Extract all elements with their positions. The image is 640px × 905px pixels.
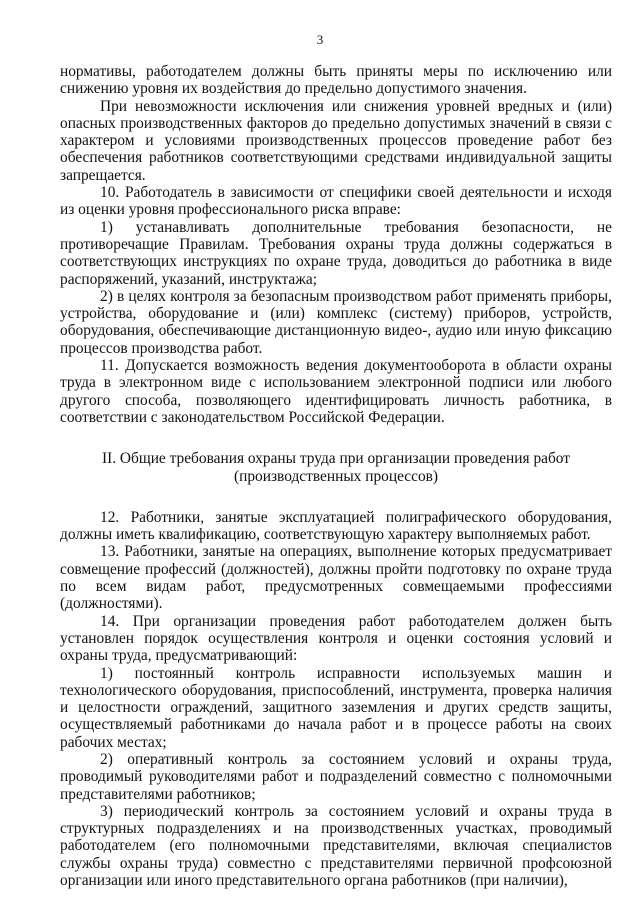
paragraph-14-item-1: 1) постоянный контроль исправности используемых машин и технологического оборудования, приспособлений, инструмента, проверка наличия и целостности ограждений, защитного заземления и других средств защиты, осуществляемый работниками до начала работ и в процессе работы на своих рабочих местах;	[60, 664, 612, 751]
document-body	[60, 63, 612, 889]
paragraph-12: 12. Работники, занятые эксплуатацией полиграфического оборудования, должны иметь квалификацию, соответствующую характеру выполняемых работ.	[60, 508, 612, 544]
paragraph-10: 10. Работодатель в зависимости от специфики своей деятельности и исходя из оценки уровня профессионального риска вправе:	[60, 184, 612, 219]
section-heading: II. Общие требования охраны труда при организации проведения работ (производственных процессов)	[101, 450, 571, 485]
paragraph-14-item-3: 3) периодический контроль за состоянием условий и охраны труда в структурных подразделениях и на производственных участках, проводимый работодателем (его полномочными представителями, включая специалистов службы охраны труда) совместно с представителями первичной профсоюзной организации или иного представительного органа работников (при наличии),	[60, 802, 612, 890]
paragraph-10-item-1: 1) устанавливать дополнительные требования безопасности, не противоречащие Правилам. Требования охраны труда должны содержаться в соответствующих инструкциях по охране труда, доводиться до работника в виде распоряжений, указаний, инструктажа;	[60, 218, 612, 288]
paragraph-continuation: нормативы, работодателем должны быть приняты меры по исключению или снижению уровня их воздействия до предельно допустимого значения.	[60, 63, 612, 98]
paragraph-14-item-2: 2) оперативный контроль за состоянием условий и охраны труда, проводимый руководителями работ и подразделений совместно с полномочными представителями работников;	[60, 750, 612, 803]
paragraph-11: 11. Допускается возможность ведения документооборота в области охраны труда в электронном виде с использованием электронной подписи или любого другого способа, позволяющего идентифицировать личность работника, в соответствии с законодательством Российской Федерации.	[60, 357, 612, 426]
paragraph-13: 13. Работники, занятые на операциях, выполнение которых предусматривает совмещение профессий (должностей), должны пройти подготовку по охране труда по всем видам работ, предусмотренных совмещаемыми профессиями (должностями).	[60, 543, 612, 613]
paragraph-ppe-requirement: При невозможности исключения или снижения уровней вредных и (или) опасных производственных факторов до предельно допустимых значений в связи с характером и условиями производственных процессов проведение работ без обеспечения работников соответствующими средствами индивидуальной защиты запрещается.	[60, 97, 612, 184]
paragraph-10-item-2: 2) в целях контроля за безопасным производством работ применять приборы, устройства, оборудование и (или) комплекс (систему) приборов, устройств, оборудования, обеспечивающие дистанционную видео-, аудио или иную фиксацию процессов производства работ.	[60, 287, 612, 357]
paragraph-14: 14. При организации проведения работ работодателем должен быть установлен порядок осуществления контроля и оценки состояния условий и охраны труда, предусматривающий:	[60, 612, 612, 665]
page-number: 3	[316, 32, 324, 47]
